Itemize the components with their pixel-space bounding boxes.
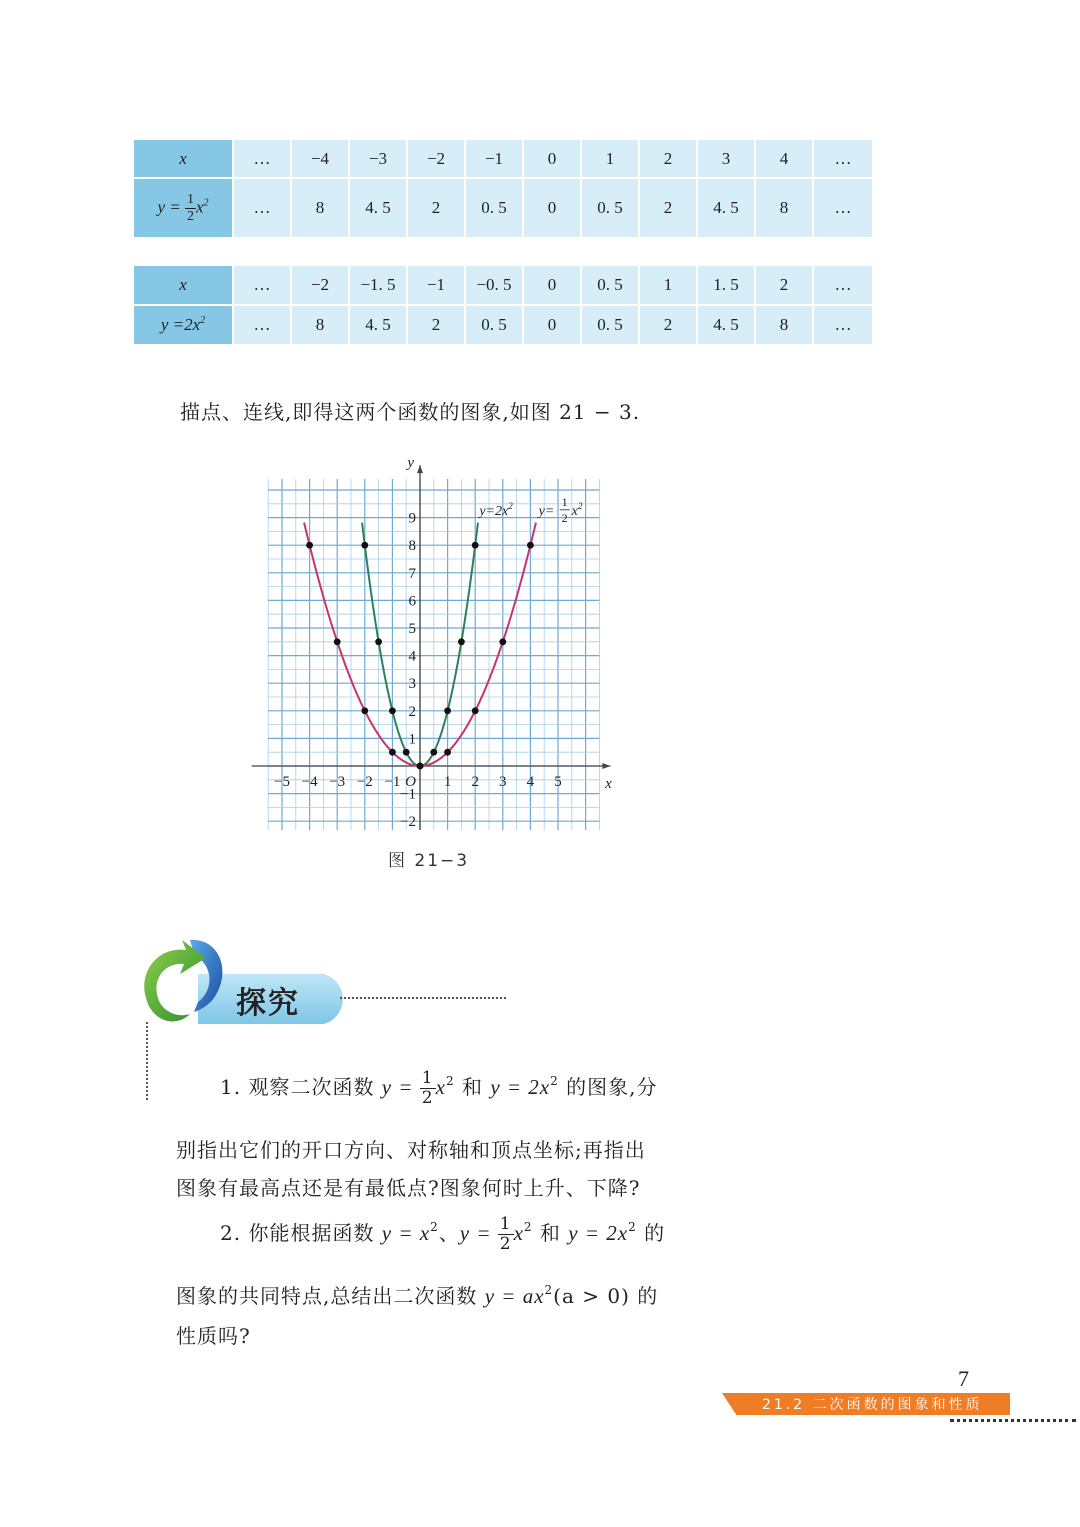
y-tick-label: 3 [408,676,416,693]
table-cell: 2 [408,306,466,344]
series-label-half-numerator: 1 [561,494,568,509]
data-point [527,542,534,549]
table-cell: 8 [756,306,814,344]
y-tick-label: 9 [408,510,416,527]
x-tick-label: 5 [554,774,562,790]
formula-lhs: y =2x [160,315,201,334]
data-point [444,707,451,714]
q2-eq2-var: x [513,1221,524,1245]
table-row-x [134,266,872,306]
x-tick-label: −2 [356,774,373,790]
y-tick-label: −1 [400,786,416,803]
q2-suffix: 的 [636,1221,666,1245]
y-tick-label: 4 [408,648,416,665]
data-point [499,638,506,645]
fraction-numerator: 1 [499,1214,512,1234]
table-cell: … [814,179,872,237]
table-cell: 2 [640,306,698,344]
data-point [472,542,479,549]
table-row-y [134,306,872,344]
fraction-denominator: 2 [186,208,194,224]
data-point [361,707,368,714]
q2-l2-prefix: 图象的共同特点,总结出二次函数 [176,1284,485,1308]
q2-prefix: 2. 你能根据函数 [220,1221,382,1245]
q2-eq1: y = x [381,1221,431,1245]
q2-eq2-exp: 2 [523,1220,533,1234]
x-tick-label: −5 [274,774,290,790]
table-cell: −2 [292,266,350,306]
table-cell: 4. 5 [350,306,408,344]
value-table-half-x-squared [134,140,872,237]
table-cell: −3 [350,140,408,179]
fraction [185,193,196,224]
fraction [420,1070,436,1107]
fraction-denominator: 2 [499,1234,512,1254]
data-point [334,638,341,645]
q1-eq2: y = 2x [490,1075,551,1099]
y-tick-label: 5 [408,621,416,637]
x-tick-label: 4 [526,774,535,790]
table-cell: 1. 5 [698,266,756,306]
table-cell: … [234,306,292,344]
series-label-half-denominator: 2 [561,510,568,525]
data-point [472,707,479,714]
table-cell: 0 [524,140,582,179]
data-point [417,763,424,770]
explore-heading: 探究 [236,986,300,1021]
value-table-two-x-squared [134,266,872,344]
series-label-half-prefix: y= [538,503,555,519]
q2-eq2-lhs: y = [459,1221,498,1245]
x-axis-label: x [605,776,612,792]
table-cell: … [234,140,292,179]
q1-suffix: 的图象,分 [558,1075,658,1099]
table-header-x: x [134,266,234,306]
question-1-line-2: 别指出它们的开口方向、对称轴和顶点坐标;再指出 [176,1138,646,1162]
table-cell: −1. 5 [350,266,408,306]
table-header-y [134,306,234,344]
table-cell: 4 [756,140,814,179]
y-axis-label: y [407,458,414,472]
parabola-chart [240,458,630,830]
table-cell: 0. 5 [466,306,524,344]
table-cell: 0. 5 [466,179,524,237]
section-title: 21.2 二次函数的图象和性质 [762,1397,983,1413]
intro-paragraph: 描点、连线,即得这两个函数的图象,如图 21 − 3. [180,400,641,424]
table-row-y [134,179,872,237]
fraction-numerator: 1 [421,1068,434,1088]
data-point [306,542,313,549]
table-cell: 2 [640,179,698,237]
y-tick-label: 6 [408,593,416,610]
table-cell: 0 [524,306,582,344]
table-cell: 0 [524,266,582,306]
y-tick-label: 7 [408,565,416,582]
q1-eq-lhs: y = [381,1075,420,1099]
q1-eq-exp: 2 [445,1074,455,1088]
q1-and: 和 [454,1075,491,1099]
q1-prefix: 1. 观察二次函数 [220,1075,382,1099]
question-2-line-2 [176,1280,658,1309]
table-cell: 4. 5 [698,179,756,237]
data-point [375,638,382,645]
data-point [444,749,451,756]
q1-eq-var: x [435,1075,446,1099]
page-number: 7 [958,1366,969,1391]
formula-lhs: y = [157,196,185,216]
y-tick-label: −2 [400,814,416,830]
y-tick-label: 1 [408,731,416,748]
x-tick-label: −3 [329,774,346,790]
x-axis-arrow [602,763,610,769]
table-row-x [134,140,872,179]
formula-variable: x [195,196,204,216]
y-tick-label: 2 [408,703,416,720]
table-cell: 3 [698,140,756,179]
series-label-two-x-squared: $y=2x^2$ [479,500,513,519]
q2-general-exp: 2 [544,1283,554,1297]
origin-label: O [405,774,416,790]
q2-eq3: y = 2x [568,1221,629,1245]
data-point [361,542,368,549]
q2-l2-suffix: (a > 0) 的 [553,1284,659,1308]
data-point [458,638,465,645]
table-cell: −2 [408,140,466,179]
table-cell: 1 [582,140,640,179]
x-tick-label: −4 [301,774,318,790]
table-cell: … [234,266,292,306]
fraction [498,1216,514,1253]
x-tick-label: 3 [499,774,507,790]
table-cell: −1 [466,140,524,179]
table-cell: 4. 5 [350,179,408,237]
table-cell: −4 [292,140,350,179]
table-cell: 2 [756,266,814,306]
q1-eq2-exp: 2 [550,1074,559,1088]
table-cell: 0. 5 [582,266,640,306]
explore-dotted-rule [340,997,506,999]
table-cell: … [234,179,292,237]
explore-vertical-dotted-rule [146,1022,148,1100]
data-point [403,749,410,756]
series-label-half-x-squared [537,495,583,525]
x-tick-label: 1 [443,774,452,790]
table-cell: 8 [292,179,350,237]
table-cell: 8 [292,306,350,344]
question-2-line-3: 性质吗? [176,1324,251,1348]
fraction-numerator: 1 [186,191,194,207]
y-axis-arrow [417,465,423,473]
q2-eq1-exp: 2 [430,1220,439,1234]
table-cell: −1 [408,266,466,306]
formula-exponent: 2 [203,196,209,208]
table-cell: 0. 5 [582,306,640,344]
fraction-denominator: 2 [421,1088,434,1108]
table-cell: … [814,140,872,179]
data-point [430,749,437,756]
question-1-line-3: 图象有最高点还是有最低点?图象何时上升、下降? [176,1176,641,1200]
footer-dotted-rule [950,1419,1076,1422]
q2-sep: 、 [438,1221,460,1245]
question-2-line-1 [220,1216,665,1253]
table-cell: … [814,266,872,306]
data-point [389,749,396,756]
table-cell: 4. 5 [698,306,756,344]
y-tick-label: 8 [408,538,416,555]
table-cell: 2 [640,140,698,179]
formula-exponent: 2 [200,315,206,326]
table-cell: 2 [408,179,466,237]
table-cell: 8 [756,179,814,237]
chart-grid [268,479,599,830]
table-header-x: x [134,140,234,179]
table-cell: 1 [640,266,698,306]
table-header-y [134,179,234,237]
figure-caption: 图 21−3 [388,851,470,871]
q2-general-eq: y = ax [484,1284,545,1308]
table-cell: … [814,306,872,344]
x-tick-label: −1 [384,774,401,790]
data-point [389,707,396,714]
series-label-half-variable: $x^2$ [571,500,583,519]
q2-and: 和 [532,1221,569,1245]
table-cell: −0. 5 [466,266,524,306]
question-1-line-1 [220,1070,657,1107]
x-tick-label: 2 [471,774,479,790]
q2-eq3-exp: 2 [628,1220,637,1234]
table-cell: 0. 5 [582,179,640,237]
table-cell: 0 [524,179,582,237]
